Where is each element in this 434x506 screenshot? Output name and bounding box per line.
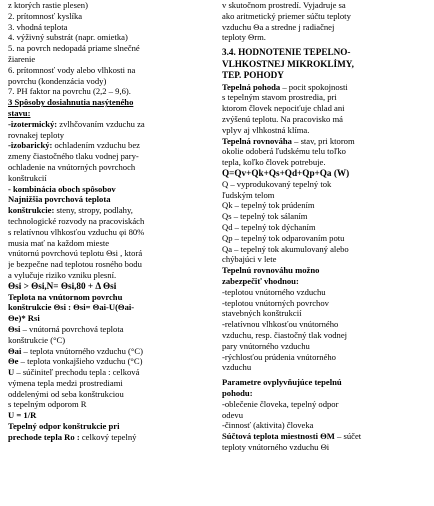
left-text-line: musia mať na každom mieste: [8, 237, 110, 248]
right-text-line: -relatívnou vlhkosťou vnútorného: [222, 319, 339, 330]
right-text-line: Qa – tepelný tok akumulovaný alebo: [222, 243, 349, 254]
right-text-line: vzduchu Θa a stredne j radiačnej: [222, 21, 335, 32]
right-text-line: Qp – tepelný tok odparovaním potu: [222, 232, 345, 243]
left-text-line: technologické rozvody na pracoviskách: [8, 215, 145, 226]
right-text-line: ako aritmetický priemer súčtu teploty: [222, 10, 351, 21]
right-text-line: -činnosť (aktivita) človeka: [222, 420, 314, 431]
left-column: [8, 0, 208, 443]
right-text-line: zabezpečiť vhodnou:: [222, 276, 299, 287]
right-text-line: tepla, koľko človek potrebuje.: [222, 157, 326, 168]
left-text-line: je bezpečne nad teplotou rosného bodu: [8, 259, 142, 270]
left-text-line: 4. výživný substrát (napr. omietka): [8, 32, 128, 43]
right-text-line: Qs – tepelný tok sálaním: [222, 211, 308, 222]
left-text-line: Teplota na vnútornom povrchu: [8, 291, 123, 302]
left-text-line: Θe – teplota vonkajšieho vzduchu (°C): [8, 356, 143, 367]
right-text-line: teploty Θrm.: [222, 32, 266, 43]
left-text-line: 2. prítomnosť kyslíka: [8, 10, 83, 21]
right-text-line: okolie odoberá ľudskému telu toľko: [222, 146, 346, 157]
left-text-line: povrchu (kondenzácia vody): [8, 75, 107, 86]
right-text-line: teploty vnútorného vzduchu Θi: [222, 441, 330, 452]
left-text-line: žiarenie: [8, 53, 36, 64]
left-text-line: oddelenými od seba konštrukciou: [8, 388, 124, 399]
right-text-line: s tepelným stavom prostredia, pri: [222, 92, 337, 103]
right-text-line: Tepelná rovnováha – stav, pri ktorom: [222, 135, 355, 146]
left-text-line: konštrukcie Θsi : Θsi= Θai-U(Θai-: [8, 302, 135, 313]
right-text-line: -rýchlosťou prúdenia vnútorného: [222, 351, 336, 362]
right-text-line: Súčtová teplota miestnosti ΘM – súčet: [222, 431, 362, 442]
left-text-line: -izobarický: ochladením vzduchu bez: [8, 140, 140, 151]
left-text-line: 5. na povrch nedopadá priame slnečné: [8, 43, 140, 54]
right-text-line: Qk – tepelný tok prúdením: [222, 200, 315, 211]
right-text-line: Q – vyprodukovaný tepelný tok: [222, 178, 332, 189]
left-text-line: prechode tepla Ro : celkový tepelný: [8, 431, 137, 442]
right-text-line: stavebných konštrukcií: [222, 308, 302, 319]
left-text-line: a vylučuje riziko vzniku plesní.: [8, 269, 117, 280]
right-text-line: -teplotou vnútorných povrchov: [222, 297, 329, 308]
left-text-line: -izotermický: zvlhčovaním vzduchu za: [8, 118, 145, 129]
right-text-line: -oblečenie človeka, tepelný odpor: [222, 398, 339, 409]
left-text-line: 7. PH faktor na povrchu (2,2 – 9,6).: [8, 86, 131, 97]
left-text-line: vnútornú povrchovú teplotu Θsi , ktorá: [8, 248, 143, 259]
right-text-line: v skutočnom prostredí. Vyjadruje sa: [222, 0, 346, 10]
left-text-line: Θai – teplota vnútorného vzduchu (°C): [8, 345, 143, 356]
right-text-line: pohodu:: [222, 388, 253, 398]
right-text-line: Parametre ovplyvňujúce tepelnú: [222, 377, 342, 388]
right-text-line: vzduchu: [222, 362, 252, 373]
left-text-line: Θsi – vnútorná povrchová teplota: [8, 323, 124, 334]
right-text-line: pary vnútorného vzduchu: [222, 340, 310, 351]
right-text-line: vzduchu, resp. čiastočný tlak vodnej: [222, 330, 348, 341]
left-text-line: z ktorých rastie plesen): [8, 0, 88, 10]
left-text-line: stavu:: [8, 107, 31, 118]
right-text-line: -teplotou vnútorného vzduchu: [222, 286, 326, 297]
right-text-line: zvýšenú teplotu. Na pracovisko má: [222, 114, 343, 125]
left-text-line: konštrukcie: steny, stropy, podlahy,: [8, 205, 133, 216]
left-text-line: 6. prítomnosť vody alebo vlhkosti na: [8, 64, 136, 75]
left-text-line: konštrukcie (°C): [8, 334, 66, 345]
right-text-line: Qd – tepelný tok dýchaním: [222, 222, 316, 233]
right-text-line: ľudským telom: [222, 189, 275, 200]
left-text-line: výmena tepla medzi prostrediami: [8, 377, 123, 388]
right-text-line: Tepelná pohoda – pocit spokojnosti: [222, 81, 348, 92]
left-text-line: zmeny čiastočného tlaku vodnej pary-: [8, 151, 139, 162]
left-text-line: 3 Spôsoby dosiahnutia nasýteného: [8, 97, 134, 108]
left-text-line: s relatívnou vlhkosťou vzduchu φi 80%: [8, 226, 145, 237]
left-text-line: ochladenie na vnútorných povrchoch: [8, 161, 136, 172]
right-text-line: TEP. POHODY: [222, 70, 284, 81]
left-text-line: 3. vhodná teplota: [8, 21, 68, 32]
left-text-line: s tepelným odporom R: [8, 399, 87, 410]
right-text-line: ktorom človek nepociťuje chlad ani: [222, 103, 345, 114]
left-text-line: rovnakej teploty: [8, 129, 65, 140]
right-text-line: vplyv aj vlhkostná klíma.: [222, 124, 310, 135]
left-text-line: - kombinácia oboch spôsobov: [8, 183, 116, 194]
right-text-line: VLHKOSTNEJ MIKROKLÍMY,: [222, 58, 354, 69]
left-text-line: Tepelný odpor konštrukcie pri: [8, 421, 120, 432]
right-column: [222, 0, 427, 453]
right-text-line: odevu: [222, 409, 244, 420]
left-text-line: konštrukcií: [8, 172, 47, 183]
left-text-line: Najnižšia povrchová teplota: [8, 194, 111, 205]
right-text-line: 3.4. HODNOTENIE TEPELNO-: [222, 47, 351, 58]
left-text-line: U = 1/R: [8, 410, 37, 421]
left-text-line: Θe)* Rsi: [8, 313, 40, 324]
left-text-line: U – súčiniteľ prechodu tepla : celková: [8, 367, 140, 378]
left-text-line: Θsi > Θsi,N= Θsi,80 + Δ Θsi: [8, 280, 117, 291]
right-text-line: Q=Qv+Qk+Qs+Qd+Qp+Qa (W): [222, 168, 350, 179]
right-text-line: chýbajúci v lete: [222, 254, 277, 265]
right-text-line: Tepelnú rovnováhu možno: [222, 265, 320, 276]
